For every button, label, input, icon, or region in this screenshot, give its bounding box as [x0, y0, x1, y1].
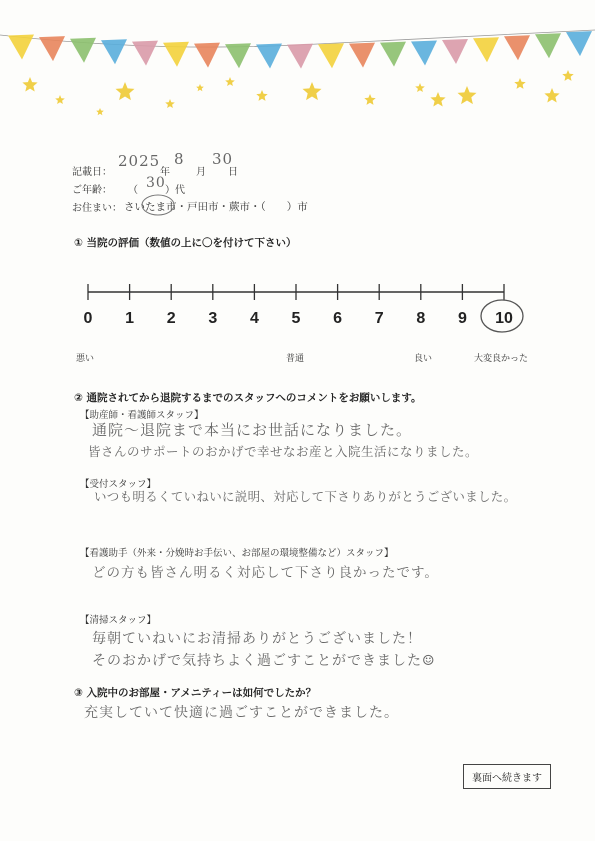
bunting-flag — [504, 35, 530, 60]
rating-label-very-good: 大変良かった — [474, 354, 529, 364]
star-icon — [96, 108, 104, 115]
date-day-unit: 日 — [228, 167, 238, 178]
bunting-flag — [349, 43, 375, 68]
assistant-staff-heading: 【看護助手（外来・分娩時お手伝い、お部屋の環境整備など）スタッフ】 — [80, 548, 394, 559]
age-value: 30 — [146, 175, 166, 191]
star-icon — [303, 82, 322, 100]
bunting-flag — [225, 43, 251, 68]
date-year-unit: 年 — [160, 167, 170, 178]
bunting-flag — [39, 36, 65, 61]
rating-scale-line — [80, 278, 510, 308]
age-close-paren: ）代 — [165, 185, 185, 196]
scale-number-0: 0 — [83, 310, 93, 327]
residence-options: さいたま市・戸田市・蕨市・（ ）市 — [124, 201, 308, 213]
scale-number-10: 10 — [495, 310, 513, 327]
date-month-value: 8 — [174, 150, 185, 168]
residence-label: お住まい： — [72, 203, 122, 214]
reception-staff-heading: 【受付スタッフ】 — [80, 479, 157, 490]
cleaning-staff-heading: 【清掃スタッフ】 — [80, 615, 157, 626]
rating-label-good: 良い — [414, 354, 433, 364]
scale-number-4: 4 — [249, 310, 259, 327]
bunting-flag — [256, 44, 282, 69]
star-icon — [562, 70, 573, 81]
continue-on-back-box: 裏面へ続きます — [463, 764, 551, 789]
bunting-flag — [411, 40, 437, 65]
scale-number-7: 7 — [374, 310, 384, 327]
bunting-flag — [473, 37, 499, 62]
bunting-flag — [194, 43, 220, 68]
amenity-answer: 充実していて快適に過ごすことができました。 — [84, 705, 399, 721]
star-icon — [430, 92, 445, 107]
star-icon — [196, 84, 204, 91]
scale-number-6: 6 — [333, 310, 343, 327]
nurse-staff-comment-line1: 通院～退院まで本当にお世話になりました。 — [92, 421, 413, 439]
cleaning-staff-comment-line2: そのおかげで気持ちよく過ごすことができました☺ — [92, 653, 436, 669]
star-icon — [165, 99, 175, 108]
star-icon — [364, 94, 375, 105]
scale-number-2: 2 — [166, 310, 176, 327]
date-label: 記載日： — [72, 167, 112, 178]
bunting-flag — [132, 41, 158, 66]
bunting-flag — [101, 39, 127, 64]
scale-number-5: 5 — [291, 310, 301, 327]
nurse-staff-comment-line2: 皆さんのサポートのおかげで幸せなお産と入院生活になりました。 — [88, 444, 479, 459]
age-label: ご年齢： — [72, 185, 112, 196]
amenity-title: ③ 入院中のお部屋・アメニティーは如何でしたか？ — [74, 687, 317, 699]
nurse-staff-heading: 【助産師・看護師スタッフ】 — [80, 410, 204, 421]
star-icon — [116, 82, 135, 100]
bunting-flag — [287, 44, 313, 69]
bunting-flag — [535, 33, 561, 58]
rating-selected-circle — [475, 296, 525, 336]
scale-number-1: 1 — [125, 310, 135, 327]
bunting-flag — [380, 42, 406, 67]
date-month-unit: 月 — [196, 167, 206, 178]
star-icon — [458, 86, 477, 104]
reception-staff-comment: いつも明るくていねいに説明、対応して下さりありがとうございました。 — [94, 489, 517, 504]
bunting-flag — [566, 31, 592, 56]
date-day-value: 30 — [212, 150, 234, 168]
rating-label-bad: 悪い — [76, 354, 95, 364]
age-open-paren: （ — [128, 185, 138, 196]
rating-label-normal: 普通 — [286, 354, 305, 364]
star-icon — [225, 77, 235, 86]
rating-title: ① 当院の評価（数値の上に〇を付けて下さい） — [74, 237, 297, 249]
scale-number-8: 8 — [416, 310, 426, 327]
comments-title: ② 通院されてから退院するまでのスタッフへのコメントをお願いします。 — [74, 392, 422, 404]
bunting-decoration — [0, 0, 595, 120]
star-icon — [514, 78, 525, 89]
star-decorations — [22, 70, 573, 115]
star-icon — [22, 77, 37, 92]
assistant-staff-comment: どの方も皆さん明るく対応して下さり良かったです。 — [92, 565, 439, 581]
residence-selected-circle — [138, 192, 178, 218]
bunting-flag — [318, 43, 344, 68]
star-icon — [55, 95, 65, 104]
scale-number-9: 9 — [457, 310, 467, 327]
bunting-flags — [8, 31, 592, 68]
cleaning-staff-comment-line1: 毎朝ていねいにお清掃ありがとうございました！ — [92, 631, 422, 647]
star-icon — [256, 90, 267, 101]
star-icon — [415, 83, 425, 92]
star-icon — [544, 88, 559, 103]
bunting-flag — [163, 42, 189, 67]
date-year-value: 2025 — [118, 152, 161, 170]
bunting-flag — [8, 34, 34, 59]
scale-number-3: 3 — [208, 310, 218, 327]
bunting-flag — [70, 38, 96, 63]
bunting-flag — [442, 39, 468, 64]
